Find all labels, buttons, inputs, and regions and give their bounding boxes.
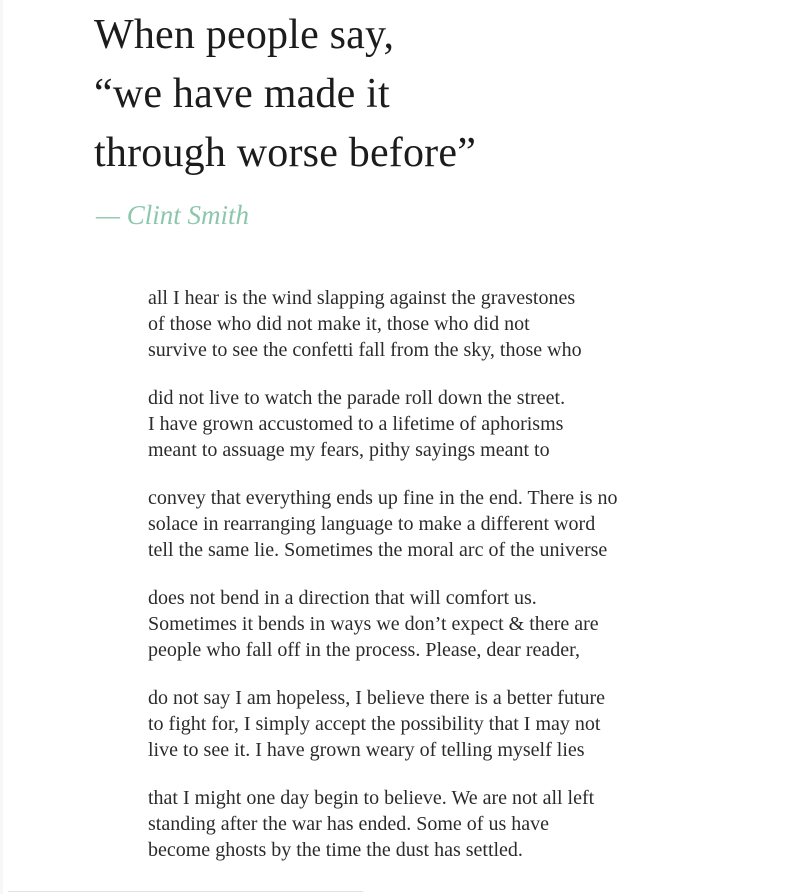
poem-line: Sometimes it bends in ways we don’t expect & there are — [148, 613, 599, 635]
poem-title-line-3: through worse before” — [94, 130, 477, 176]
poem-title — [94, 6, 799, 183]
poem-line: meant to assuage my fears, pithy sayings meant to — [148, 439, 550, 461]
poem-title-line-2: “we have made it — [94, 71, 390, 117]
poem-line: that I might one day begin to believe. We are not all left — [148, 787, 595, 809]
poem-body — [148, 285, 799, 863]
poem-line: did not live to watch the parade roll down the street. — [148, 387, 566, 409]
poem-line: survive to see the confetti fall from the sky, those who — [148, 339, 582, 361]
poem-stanza-3 — [148, 485, 799, 563]
poem-stanza-4 — [148, 585, 799, 663]
poem-stanza-2 — [148, 385, 799, 463]
poem-line: I have grown accustomed to a lifetime of aphorisms — [148, 413, 564, 435]
poem-attribution: — Clint Smith — [96, 200, 250, 230]
poem-line: all I hear is the wind slapping against the gravestones — [148, 287, 576, 309]
poem-line: do not say I am hopeless, I believe there is a better future — [148, 687, 606, 709]
poem-stanza-6 — [148, 785, 799, 863]
poem-header — [0, 0, 799, 231]
poem-title-line-1: When people say, — [94, 12, 395, 58]
poem-stanza-1 — [148, 285, 799, 363]
poem-line: become ghosts by the time the dust has settled. — [148, 839, 523, 861]
poem-line: standing after the war has ended. Some of us have — [148, 813, 549, 835]
poem-line: to fight for, I simply accept the possibility that I may not — [148, 713, 601, 735]
poem-line: live to see it. I have grown weary of telling myself lies — [148, 739, 585, 761]
poem-line: people who fall off in the process. Please, dear reader, — [148, 639, 580, 661]
poem-stanza-5 — [148, 685, 799, 763]
poem-line: of those who did not make it, those who did not — [148, 313, 530, 335]
poem-line: solace in rearranging language to make a different word — [148, 513, 596, 535]
poem-line: tell the same lie. Sometimes the moral arc of the universe — [148, 539, 608, 561]
poem-line: does not bend in a direction that will comfort us. — [148, 587, 537, 609]
poem-line: convey that everything ends up fine in the end. There is no — [148, 487, 618, 509]
